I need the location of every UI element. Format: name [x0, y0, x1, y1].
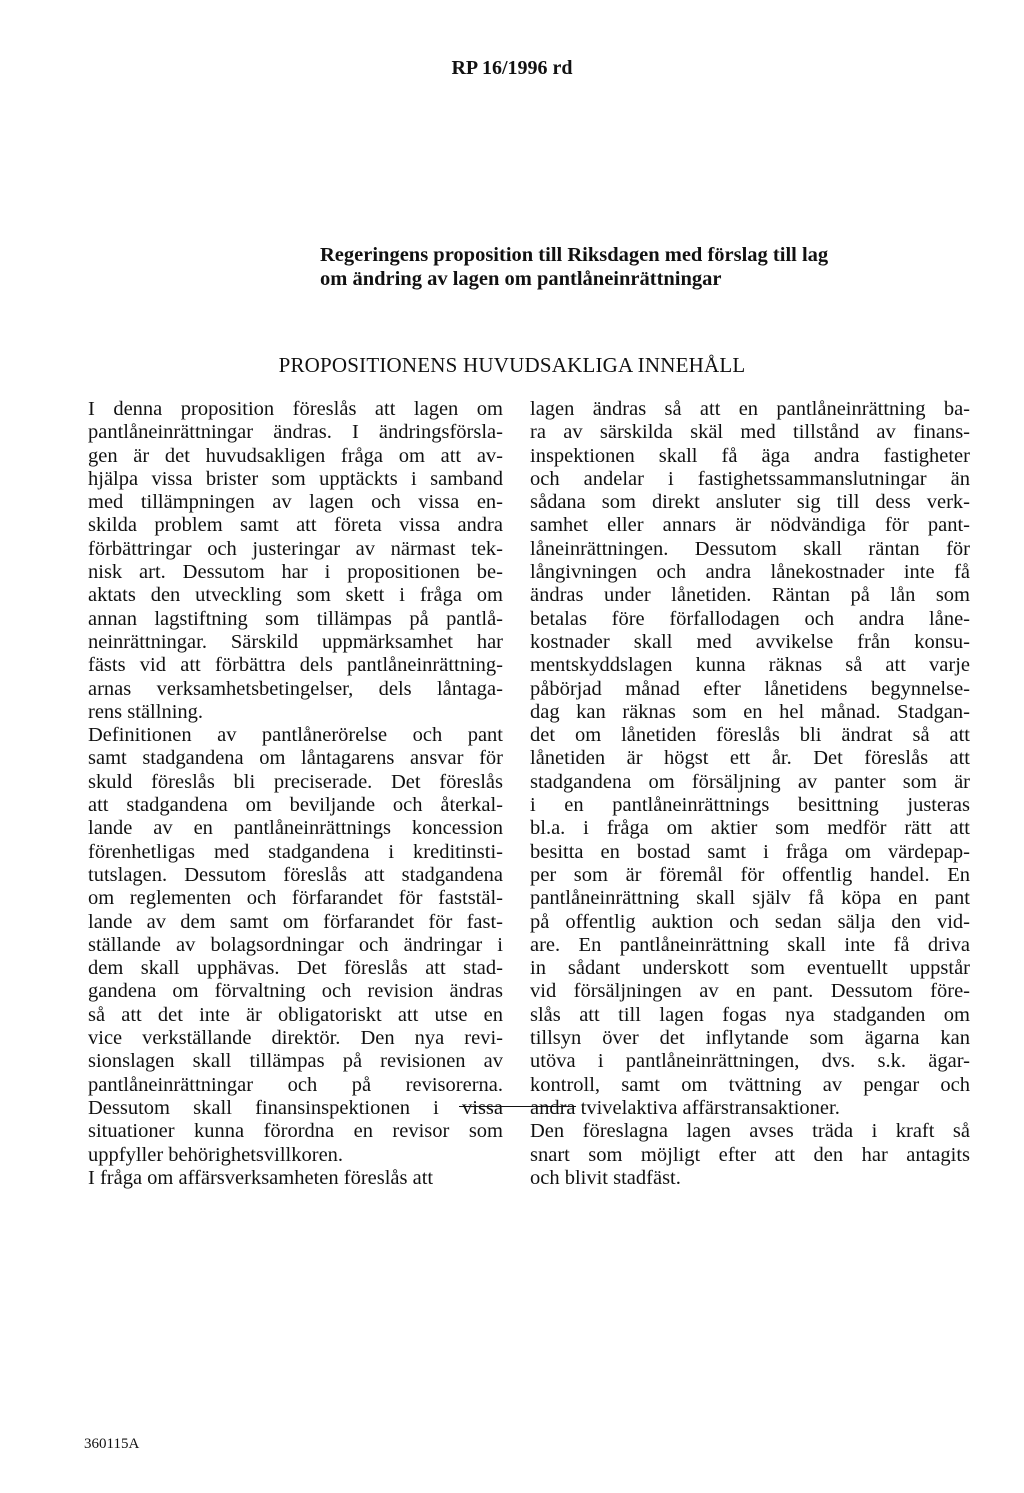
text-line: vice verkställande direktör. Den nya revi- [88, 1027, 503, 1050]
text-line: lande av dem samt om förfarandet för fast- [88, 910, 503, 933]
text-line: skilda problem samt att företa vissa andra [88, 514, 503, 537]
text-line: långivningen och andra lånekostnader inte få [530, 561, 970, 584]
text-line: dag kan räknas som en hel månad. Stadgan- [530, 700, 970, 723]
text-line: om reglementen och förfarandet för faststäl- [88, 887, 503, 910]
text-line: andra tvivelaktiva affärstransaktioner. [530, 1096, 840, 1119]
text-line: gandena om förvaltning och revision ändras [88, 980, 503, 1003]
text-line: att stadgandena om beviljande och återkal- [88, 794, 503, 817]
text-line: aktats den utveckling som skett i fråga om [88, 584, 503, 607]
left-column-text [88, 398, 503, 1190]
text-line: I denna proposition föreslås att lagen om [88, 398, 503, 420]
text-line: pantlåneinrättning skall själv få köpa en pant [530, 887, 970, 910]
text-line: gen är det huvudsakligen fråga om att av- [88, 444, 503, 467]
document-id-header: RP 16/1996 rd [451, 57, 573, 79]
text-line: ra av särskilda skäl med tillstånd av finans- [530, 421, 970, 444]
text-line: annan lagstiftning som tillämpas på pantlå- [88, 607, 503, 630]
text-line: stadgandena om försäljning av panter som är [530, 770, 970, 793]
text-line: så att det inte är obligatoriskt att utse en [88, 1003, 503, 1026]
footer-code: 360115A [84, 1436, 140, 1452]
text-line: dem skall upphävas. Det föreslås att stad- [88, 957, 503, 980]
text-line: per som är föremål för offentlig handel. En [530, 863, 970, 886]
text-line: pantlåneinrättningar ändras. I ändringsförsla- [88, 421, 503, 444]
text-line: snart som möjligt efter att den har antagits [530, 1143, 970, 1166]
text-line: mentskyddslagen kunna räknas så att varje [530, 654, 970, 677]
text-line: ändras under lånetiden. Räntan på lån som [530, 584, 970, 607]
text-line: utöva i pantlåneinrättningen, dvs. s.k. ägar- [530, 1050, 970, 1073]
text-line: med tillämpningen av lagen och vissa en- [88, 491, 503, 514]
text-line: neinrättningar. Särskild uppmärksamhet har [88, 630, 503, 653]
text-line: i en pantlåneinrättnings besittning justeras [530, 794, 970, 817]
text-line: lånetiden är högst ett år. Det föreslås att [530, 747, 970, 770]
section-heading: PROPOSITIONENS HUVUDSAKLIGA INNEHÅLL [278, 353, 746, 377]
text-line: lande av en pantlåneinrättnings koncession [88, 817, 503, 840]
text-line: påbörjad månad efter lånetidens begynnelse- [530, 677, 970, 700]
text-line: och blivit stadfäst. [530, 1166, 681, 1189]
text-line: sionslagen skall tillämpas på revisionen av [88, 1050, 503, 1073]
text-line: I fråga om affärsverksamheten föreslås att [88, 1166, 434, 1189]
text-line: det om lånetiden föreslås bli ändrat så att [530, 724, 970, 747]
text-line: slås att till lagen fogas nya stadganden om [530, 1003, 970, 1026]
text-line: arnas verksamhetsbetingelser, dels låntaga- [88, 677, 503, 700]
text-line: pantlåneinrättningar och på revisorerna. [88, 1073, 503, 1096]
document-title [320, 243, 980, 291]
title-line: Regeringens proposition till Riksdagen med förslag till lag [320, 244, 829, 266]
text-line: sådana som direkt ansluter sig till dess verk- [530, 491, 970, 514]
text-line: på offentlig auktion och sedan sälja den vid- [530, 910, 970, 933]
text-line: och andelar i fastighetssammanslutningar än [530, 467, 970, 490]
text-line: Definitionen av pantlånerörelse och pant [88, 724, 503, 747]
text-line: förbättringar och justeringar av närmast tek- [88, 537, 503, 560]
text-line: samt stadgandena om låntagarens ansvar för [88, 747, 503, 770]
text-line: situationer kunna förordna en revisor som [88, 1120, 503, 1143]
text-line: samhet eller annars är nödvändiga för pant- [530, 514, 970, 537]
text-line: förenhetligas med stadgandena i kreditinsti- [88, 840, 503, 863]
separator-rule [459, 1106, 576, 1107]
text-line: Den föreslagna lagen avses träda i kraft så [530, 1120, 970, 1143]
text-line: skuld föreslås bli preciserade. Det föreslås [88, 770, 503, 793]
text-line: lagen ändras så att en pantlåneinrättning ba- [530, 398, 970, 420]
right-column-text [530, 398, 970, 1190]
text-line: ställande av bolagsordningar och ändringar i [88, 933, 503, 956]
text-line: vid försäljningen av en pant. Dessutom före- [530, 980, 970, 1003]
text-line: in sådant underskott som eventuellt uppstår [530, 957, 970, 980]
text-line: uppfyller behörighetsvillkoren. [88, 1143, 344, 1166]
text-line: låneinrättningen. Dessutom skall räntan för [530, 537, 970, 560]
text-line: besitta en bostad samt i fråga om värdepap- [530, 840, 970, 863]
text-line: bl.a. i fråga om aktier som medför rätt att [530, 817, 970, 840]
text-line: hjälpa vissa brister som upptäckts i samband [88, 467, 503, 490]
text-line: inspektionen skall få äga andra fastigheter [530, 444, 970, 467]
text-line: rens ställning. [88, 700, 204, 723]
text-line: kostnader skall med avvikelse från konsu- [530, 630, 970, 653]
text-line: Dessutom skall finansinspektionen i vissa [88, 1096, 503, 1119]
text-line: nisk art. Dessutom har i propositionen be- [88, 561, 503, 584]
text-line: tutslagen. Dessutom föreslås att stadgandena [88, 863, 503, 886]
text-line: tillsyn över det inflytande som ägarna kan [530, 1027, 970, 1050]
title-line: om ändring av lagen om pantlåneinrättningar [320, 268, 722, 290]
text-line: kontroll, samt om tvättning av pengar och [530, 1073, 970, 1096]
text-line: betalas före förfallodagen och andra låne- [530, 607, 970, 630]
text-line: are. En pantlåneinrättning skall inte få driva [530, 933, 970, 956]
text-line: fästs vid att förbättra dels pantlåneinrättning- [88, 654, 503, 677]
